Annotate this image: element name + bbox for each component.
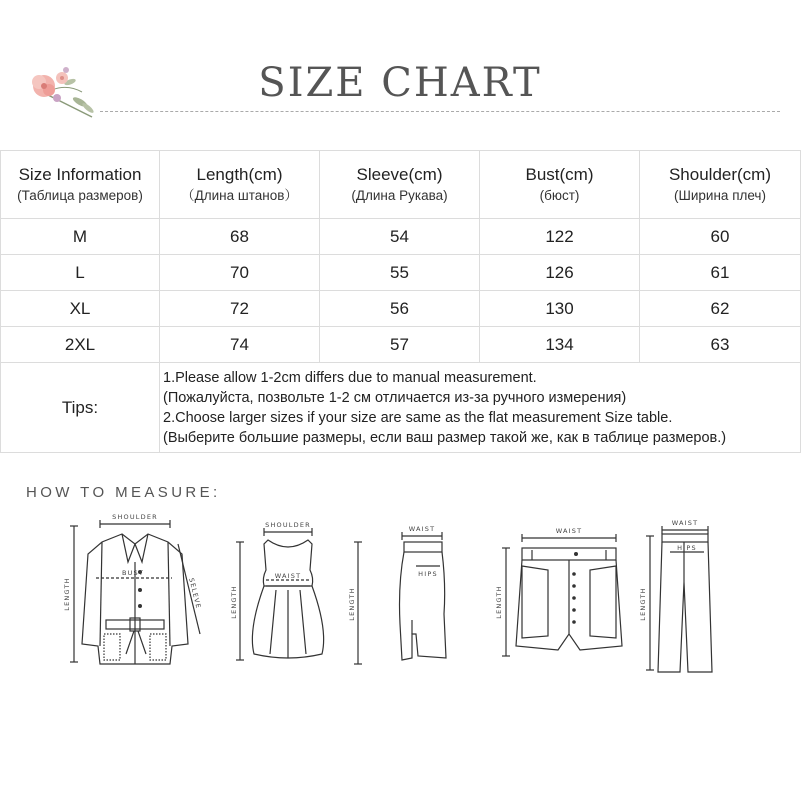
header [0, 0, 800, 130]
header-sub: (Ширина плеч) [674, 187, 766, 203]
dress-diagram [228, 520, 328, 670]
header-shoulder [640, 151, 801, 219]
tip-line: (Выберите большие размеры, если ваш размер такой же, как в таблице размеров.) [163, 429, 727, 446]
coat-label-right: SELEVE [187, 577, 203, 610]
table-cell: 62 [640, 291, 801, 327]
tip-line: (Пожалуйста, позвольте 1-2 см отличается из-за ручного измерения) [163, 389, 627, 406]
skirt-label-left: LENGTH [348, 587, 356, 621]
dress-label-left: LENGTH [230, 585, 238, 619]
table-cell: 63 [640, 327, 801, 363]
header-sub: (бюст) [539, 187, 580, 203]
table-cell: 70 [160, 255, 320, 291]
tips-text [160, 363, 801, 453]
table-cell: 134 [480, 327, 640, 363]
table-cell: 61 [640, 255, 801, 291]
table-cell: 130 [480, 291, 640, 327]
coat-label-top: SHOULDER [112, 513, 158, 521]
table-cell: 55 [320, 255, 480, 291]
header-main: Length(cm) [196, 164, 283, 184]
table-cell: 57 [320, 327, 480, 363]
pants-label-middle: HIPS [677, 544, 697, 552]
skirt-label-top: WAIST [408, 525, 436, 533]
skirt-diagram [346, 524, 446, 674]
shorts-label-left: LENGTH [495, 585, 503, 619]
table-cell: XL [1, 291, 160, 327]
table-row-xl [1, 291, 801, 327]
how-to-measure-title: HOW TO MEASURE: [26, 484, 221, 501]
table-cell: 72 [160, 291, 320, 327]
coat-diagram [60, 514, 210, 674]
table-cell: 74 [160, 327, 320, 363]
table-cell: 68 [160, 219, 320, 255]
pants-label-left: LENGTH [639, 587, 647, 621]
header-sub: (Таблица размеров) [17, 187, 143, 203]
table-row-m [1, 219, 801, 255]
skirt-label-middle: HIPS [418, 570, 438, 578]
header-sleeve [320, 151, 480, 219]
header-main: Size Information [18, 164, 142, 184]
tip-line: 2.Choose larger sizes if your size are same as the flat measurement Size table. [163, 409, 673, 426]
header-main: Sleeve(cm) [356, 164, 443, 184]
header-main: Shoulder(cm) [668, 164, 772, 184]
table-cell: 126 [480, 255, 640, 291]
header-main: Bust(cm) [525, 164, 594, 184]
table-header-row [1, 151, 801, 219]
tip-line: 1.Please allow 1-2cm differs due to manual measurement. [163, 369, 537, 386]
table-cell: 54 [320, 219, 480, 255]
coat-label-left: LENGTH [63, 577, 71, 611]
table-row-2xl [1, 327, 801, 363]
table-cell: 2XL [1, 327, 160, 363]
header-size-information [1, 151, 160, 219]
table-row-l [1, 255, 801, 291]
table-cell: 56 [320, 291, 480, 327]
shorts-diagram [492, 526, 642, 666]
page-title: SIZE CHART [258, 60, 542, 106]
header-length [160, 151, 320, 219]
table-cell: 122 [480, 219, 640, 255]
dress-label-middle: WAIST [274, 572, 302, 580]
table-cell: L [1, 255, 160, 291]
size-table [0, 150, 801, 453]
dress-label-top: SHOULDER [265, 521, 311, 529]
pants-diagram [640, 518, 730, 678]
tips-label: Tips: [1, 363, 160, 453]
header-sub: （Длина штанов） [181, 187, 298, 203]
coat-label-middle: BUST [121, 569, 145, 577]
header-bust [480, 151, 640, 219]
header-sub: (Длина Рукава) [351, 187, 448, 203]
shorts-label-top: WAIST [555, 527, 583, 535]
table-cell: M [1, 219, 160, 255]
pants-label-top: WAIST [671, 519, 699, 527]
title-divider [100, 111, 780, 112]
table-cell: 60 [640, 219, 801, 255]
table-row-tips [1, 363, 801, 453]
